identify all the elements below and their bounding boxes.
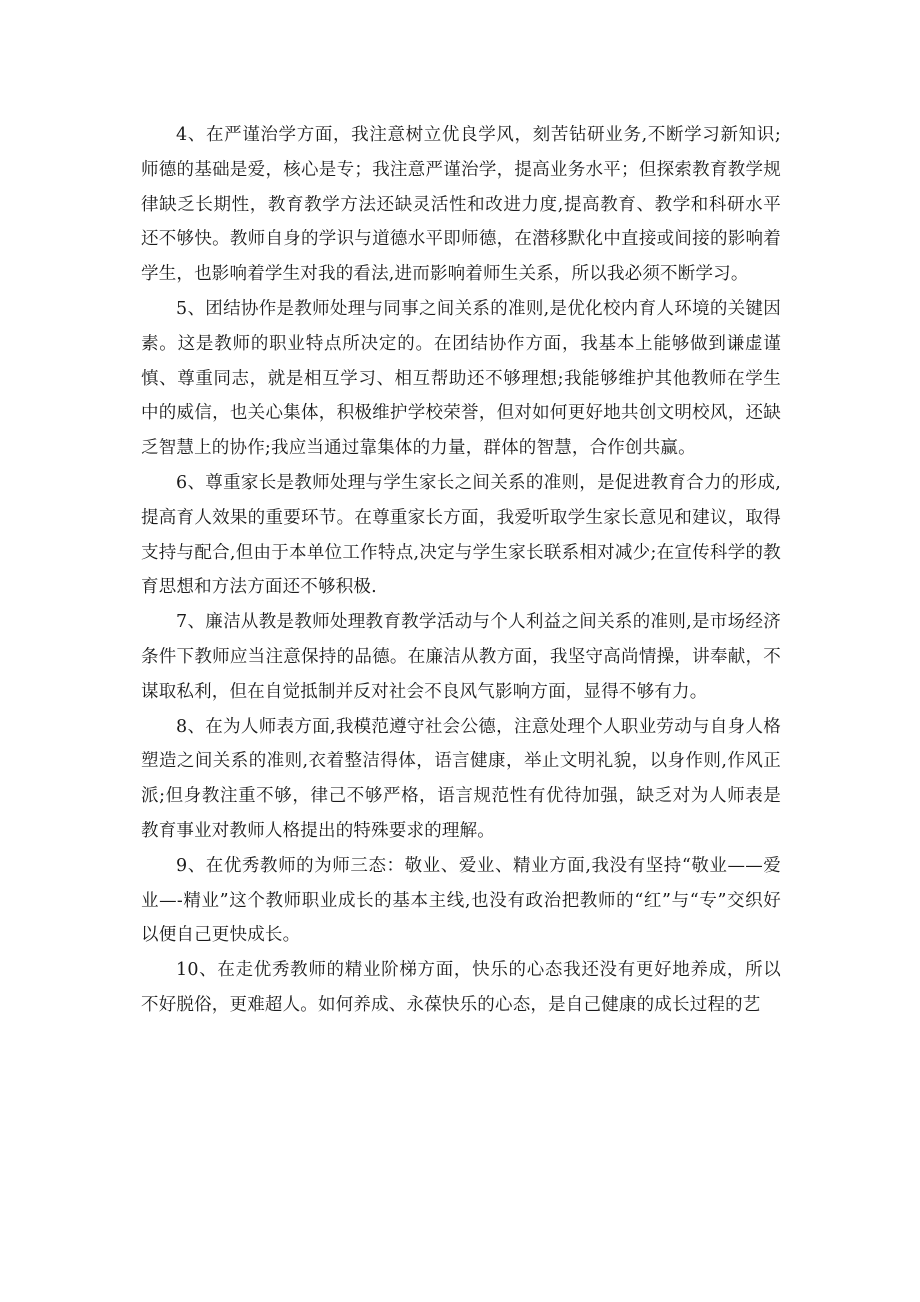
document-body [141, 118, 781, 1023]
paragraph-7: 7、廉洁从教是教师处理教育教学活动与个人利益之间关系的准则,是市场经济条件下教师应当注意保持的品德。在廉洁从教方面，我坚守高尚情操，讲奉献，不谋取私利，但在自觉抵制并反对社会不良风气影响方面，显得不够有力。 [141, 612, 781, 702]
paragraph-6: 6、尊重家长是教师处理与学生家长之间关系的准则，是促进教育合力的形成,提高育人效果的重要环节。在尊重家长方面，我爱听取学生家长意见和建议，取得支持与配合,但由于本单位工作特点,决定与学生家长联系相对减少;在宣传科学的教育思想和方法方面还不够积极. [141, 472, 781, 598]
paragraph-8: 8、在为人师表方面,我模范遵守社会公德，注意处理个人职业劳动与自身人格塑造之间关系的准则,衣着整洁得体，语言健康，举止文明礼貌，以身作则,作风正派;但身教注重不够，律己不够严格，语言规范性有优待加强，缺乏对为人师表是教育事业对教师人格提出的特殊要求的理解。 [141, 716, 781, 841]
paragraph-10: 10、在走优秀教师的精业阶梯方面，快乐的心态我还没有更好地养成，所以不好脱俗，更难超人。如何养成、永葆快乐的心态，是自己健康的成长过程的艺 [141, 960, 781, 1015]
paragraph-4: 4、在严谨治学方面，我注意树立优良学风，刻苦钻研业务,不断学习新知识;师德的基础是爱，核心是专；我注意严谨治学，提高业务水平；但探索教育教学规律缺乏长期性，教育教学方法还缺灵活性和改进力度,提高教育、教学和科研水平还不够快。教师自身的学识与道德水平即师德，在潜移默化中直接或间接的影响着学生，也影响着学生对我的看法,进而影响着师生关系，所以我必须不断学习。 [141, 125, 781, 285]
paragraph-5: 5、团结协作是教师处理与同事之间关系的准则,是优化校内育人环境的关键因素。这是教师的职业特点所决定的。在团结协作方面，我基本上能够做到谦虚谨慎、尊重同志，就是相互学习、相互帮助还不够理想;我能够维护其他教师在学生中的威信，也关心集体，积极维护学校荣誉，但对如何更好地共创文明校风，还缺乏智慧上的协作;我应当通过靠集体的力量，群体的智慧，合作创共赢。 [141, 298, 781, 459]
paragraph-9: 9、在优秀教师的为师三态：敬业、爱业、精业方面,我没有坚持“敬业——爱业—-精业”这个教师职业成长的基本主线,也没有政治把教师的“红”与“专”交织好以便自己更快成长。 [141, 855, 781, 946]
